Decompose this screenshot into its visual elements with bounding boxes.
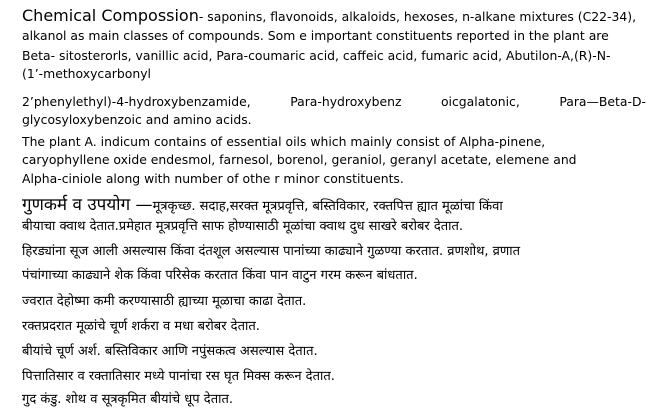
composition-line-5-word: Para—Beta-D-	[559, 94, 646, 109]
uses-line-6: रक्तप्रदरात मूळांचे चूर्ण शर्करा व मधा बरोबर देतात.	[22, 319, 260, 334]
uses-line-1	[22, 196, 503, 216]
composition-line-6: glycosyloxybenzoic and amino acids.	[22, 112, 252, 127]
uses-line-1-text: मूत्रकृच्छ. सदाह,सरक्त मूत्रप्रवृत्ति, बस्तिविकार, रक्तपित्त ह्यात मूळांचा किंवा	[152, 199, 503, 214]
uses-dash: —	[130, 195, 153, 215]
uses-line-5: ज्वरात देहोष्मा कमी करण्यासाठी ह्याच्या मूळाचा काढा देतात.	[22, 294, 307, 309]
composition-line-8: caryophyllene oxide endesmol, farnesol, borenol, geraniol, geranyl acetate, elemene and	[22, 152, 577, 167]
composition-line-5-word: oicgalatonic,	[440, 94, 520, 109]
composition-line-4: (1’-methoxycarbonyl	[22, 66, 151, 81]
uses-heading: गुणकर्म व उपयोग	[22, 195, 131, 215]
uses-line-9: गुद कंडु. शोथ व सूत्रकृमित बीयांचे धूप देतात.	[22, 392, 234, 407]
composition-line-1	[22, 8, 636, 25]
uses-line-4: पंचांगाच्या काढ्याने शेक किंवा परिसेक करतात किंवा पान वाटुन गरम करून बांधतात.	[22, 268, 418, 283]
composition-line-5-word: 2’phenylethyl)-4-hydroxybenzamide,	[22, 94, 251, 109]
composition-line-7: The plant A. indicum contains of essential oils which mainly consist of Alpha-pinene,	[22, 134, 546, 149]
composition-line-9: Alpha-ciniole along with number of othe r minor constituents.	[22, 171, 404, 186]
composition-line-1-text: - saponins, flavonoids, alkaloids, hexoses, n-alkane mixtures (C22-34),	[198, 9, 637, 24]
uses-line-2: बीयाचा क्वाथ देतात.प्रमेहात मूत्रप्रवृत्ति साफ होण्यासाठी मूळांचा क्वाथ दुध साखरे बरोबर देतात.	[22, 219, 464, 234]
composition-heading: Chemical Compossion	[22, 6, 199, 25]
composition-line-2: alkanol as main classes of compounds. Som e important constituents reported in the plant are	[22, 28, 609, 43]
uses-line-3: हिरड्यांना सूज आली असल्यास किंवा दंतशूल असल्यास पानांच्या काढ्याने गुळण्या करतात. व्रणशोथ, व्रणात	[22, 244, 521, 259]
composition-line-3: Beta- sitosterorls, vanillic acid, Para-coumaric acid, caffeic acid, fumaric acid, Abutilon-A,(R)-N-	[22, 48, 611, 63]
composition-line-5-word: Para-hydroxybenz	[290, 94, 402, 109]
uses-line-7: बीयांचे चूर्ण अर्श. बस्तिविकार आणि नपुंसकत्व असल्यास देतात.	[22, 344, 318, 359]
composition-line-5	[22, 94, 646, 110]
uses-line-8: पित्तातिसार व रक्तातिसार मध्ये पानांचा रस घृत मिक्स करून देतात.	[22, 369, 335, 384]
